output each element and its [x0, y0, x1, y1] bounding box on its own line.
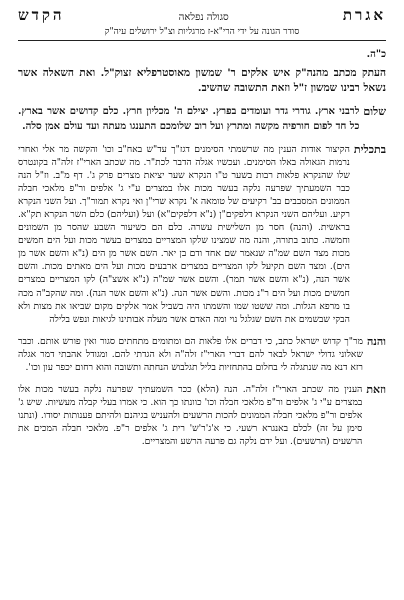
paragraph-lead-word: שלום	[363, 105, 386, 119]
header-divider	[18, 40, 386, 41]
paragraph-meaning	[18, 383, 386, 448]
letter-date: כ"ה.	[366, 49, 386, 60]
paragraph-body: מר"ך קדוש ישראל כתב, כי דברים אלו פלאות הם ומתומים מתחתים סגור ואין פורש אותם. וכבר שאלוני גדולי ישראל לבאר להם דברי הארי"ז זלה"ה ולא הגדתי להם. ומגודל אהבתי דמר אגלה רזא דנא מה שנתגלה לי בחלום בהתחזיות בליל תגלבוש הנחתה ותשובה והוא רחום יכפר עון וכו'.	[18, 335, 363, 373]
paragraph-body: הקיצור אודות הענין מה שרשמתי הסימנים דגז"ך עד"ש באח"ב וכו' והקשה מר אלי ואחרי נרמות הגאולה באלו הסימנים. ועכשיו אגלה הדבר לכת"ר. מה שכתב הארי"ז זלה"ה בקונטרס שלו שהנקרא פלאות רבות בשער ט"ו הנקרא שער יציאת מצרים פרק ג'. דף מ"ב. וז"ל הנה כבר השמעתיך שפרעה נלקה בעשר מכות אלו במצרים ע"י ג' אלפים ור"פ מלאכי חבלה הממונים המסבבים בב' רקיעים של טומאה א' נקרא שרי"ן ואי נקרא תמור"ך. ועל השני הנקרא רקיע. ועליהם השני הנקרא דלפקים"ן (נ"א דלפקים"א) ועל (ועליהם) כלם השר הנקרא תק"א. בראשית. (והנה) חסר מן השלישית עשרה. כלם הם כשיעור השבע שהסר מן השמונים וחמשה. כתוב בתורה, והנה מה שמצינו שלקו המצריים במצרים בעשר מכות ועל הים חמשים מכות מצד השם שמ"ה שנאמר שם אחד ודם בן יאר. השם אשר מן הים (נ"א והשם אשר מן הים). ומצד השם תקיעל לקו המצריים במצרים ארבעים מכות ועל הים מאתים מכות. והשם אשר הנה, (נ"א והשם אשר תמר). והשם אשר שמ"ה (נ"א אשצ"ה) לקו המצריים במצרים חמשים מכות ועל הים ר"נ מכות. והשם אשר הנה. (נ"א והשם אשר הנה). ומה שהקב"ה מכה בו מרפא הגלות. ומה ששטו שמו והשמתו היה בשביל אמר אלקים מקום שביאו את מצות ולא הבקי שבשמים את השם שגלגל נוי ומה האדם אשר מעלה אבותינו לגיאות ונפש בלילה	[18, 143, 350, 325]
header-title-right: אגרת	[342, 6, 386, 24]
header-subtitle: סודר הגונה על ידי הרי"א-ז מרגליות וצ"ל ירושלים עיה"ק	[104, 27, 300, 37]
paragraph-body: לרבני ארץ. גודרי גדר ועומדים בפרץ. יצילם ה' מכליון חרץ. כלם קדושים אשר בארץ. כל חד לפום חורפיה מקשה ומתרץ ועל רוב שלומכם התענגו מעתה ועד עולם אמן סלה.	[18, 106, 360, 132]
paragraph-greeting	[18, 105, 386, 133]
paragraph-body: הענין מה שכתב הארי"ז זלה"ה. הנה (הלא) ככר השמעתיך שפרעה נלקה בעשר מכות אלו במצרים ע"י ג' אלפים ור"פ מלאכי חבלה וכו' כוונתו כך הוא. כי אמרו בעלי קבלה מעשיות. שיש ג' אלפים ור"פ מלאכי חבלה הממונים להכות הרשעים ולהעניש בגיהנם ולהיתם פענותות יסודו. (ונתנו סימן על זה) לכלם באנגרא רשעי. כי א'ג'ר'ש' רית ג' אלפים ר"פ. מלאכי חבלה המכים את הרשעים (הרשעים). ועל ידם נלקה גם פרעה הרשע והמצריים.	[18, 383, 363, 448]
paragraph-lead-word: וזאת	[366, 382, 386, 396]
paragraph-lead-word: בתכלית	[353, 142, 386, 156]
document-header	[18, 6, 386, 25]
paragraph-lead-word: והנה	[366, 334, 386, 348]
letter-intro: העתק מכתב מהנה"ק איש אלקים ר' שמשון מאוסטרפליא זצוק"ל. ואת השאלה אשר נשאל רבינו שמשון ז"ל וזאת התשובה שהשיב.	[18, 67, 386, 95]
paragraph-explanation	[18, 143, 386, 326]
header-title-center: סגולה נפלאה	[178, 12, 229, 23]
paragraph-reveal	[18, 335, 386, 374]
header-title-left: הקדש	[18, 6, 65, 24]
